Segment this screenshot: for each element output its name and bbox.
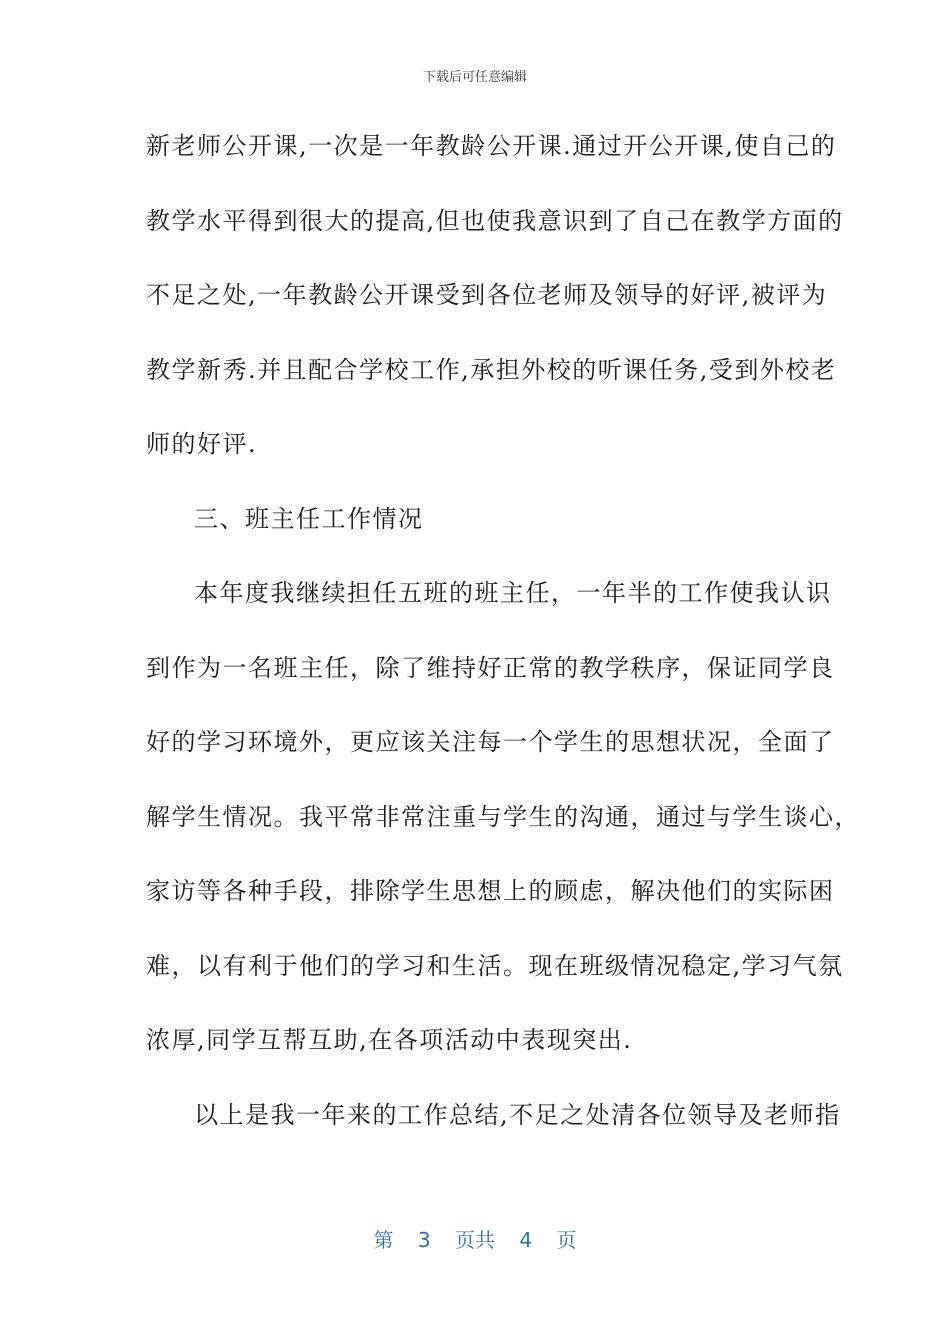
current-page-number: 3 <box>417 1228 431 1252</box>
body-line-2: 教学水平得到很大的提高,但也使我意识到了自己在教学方面的 <box>146 207 844 235</box>
body-line-1: 新老师公开课,一次是一年教龄公开课.通过开公开课,使自己的 <box>146 132 837 160</box>
body-line-9: 好的学习环境外，更应该关注每一个学生的思想状况，全面了 <box>146 728 835 756</box>
body-line-10: 解学生情况。我平常非常注重与学生的沟通，通过与学生谈心， <box>146 803 860 831</box>
body-line-11: 家访等各种手段，排除学生思想上的顾虑，解决他们的实际困 <box>146 877 835 905</box>
footer-suffix: 页 <box>556 1228 577 1252</box>
body-line-5: 师的好评. <box>146 430 258 458</box>
page-header: 下载后可任意编辑 <box>422 70 527 85</box>
page-footer <box>0 1224 950 1253</box>
body-line-12: 难，以有利于他们的学习和生活。现在班级情况稳定,学习气氛 <box>146 952 844 980</box>
body-line-13: 浓厚,同学互帮互助,在各项活动中表现突出. <box>146 1026 633 1054</box>
footer-middle: 页共 <box>455 1228 495 1252</box>
body-line-3: 不足之处,一年教龄公开课受到各位老师及领导的好评,被评为 <box>146 281 828 309</box>
footer-prefix: 第 <box>373 1228 394 1252</box>
total-pages-number: 4 <box>519 1228 533 1252</box>
body-line-7: 本年度我继续担任五班的班主任，一年半的工作使我认识 <box>194 579 832 607</box>
body-line-14: 以上是我一年来的工作总结,不足之处清各位领导及老师指 <box>194 1101 841 1129</box>
body-line-4: 教学新秀.并且配合学校工作,承担外校的听课任务,受到外校老 <box>146 356 837 384</box>
body-line-8: 到作为一名班主任，除了维持好正常的教学秩序，保证同学良 <box>146 654 835 682</box>
section-heading: 三、班主任工作情况 <box>194 505 424 533</box>
